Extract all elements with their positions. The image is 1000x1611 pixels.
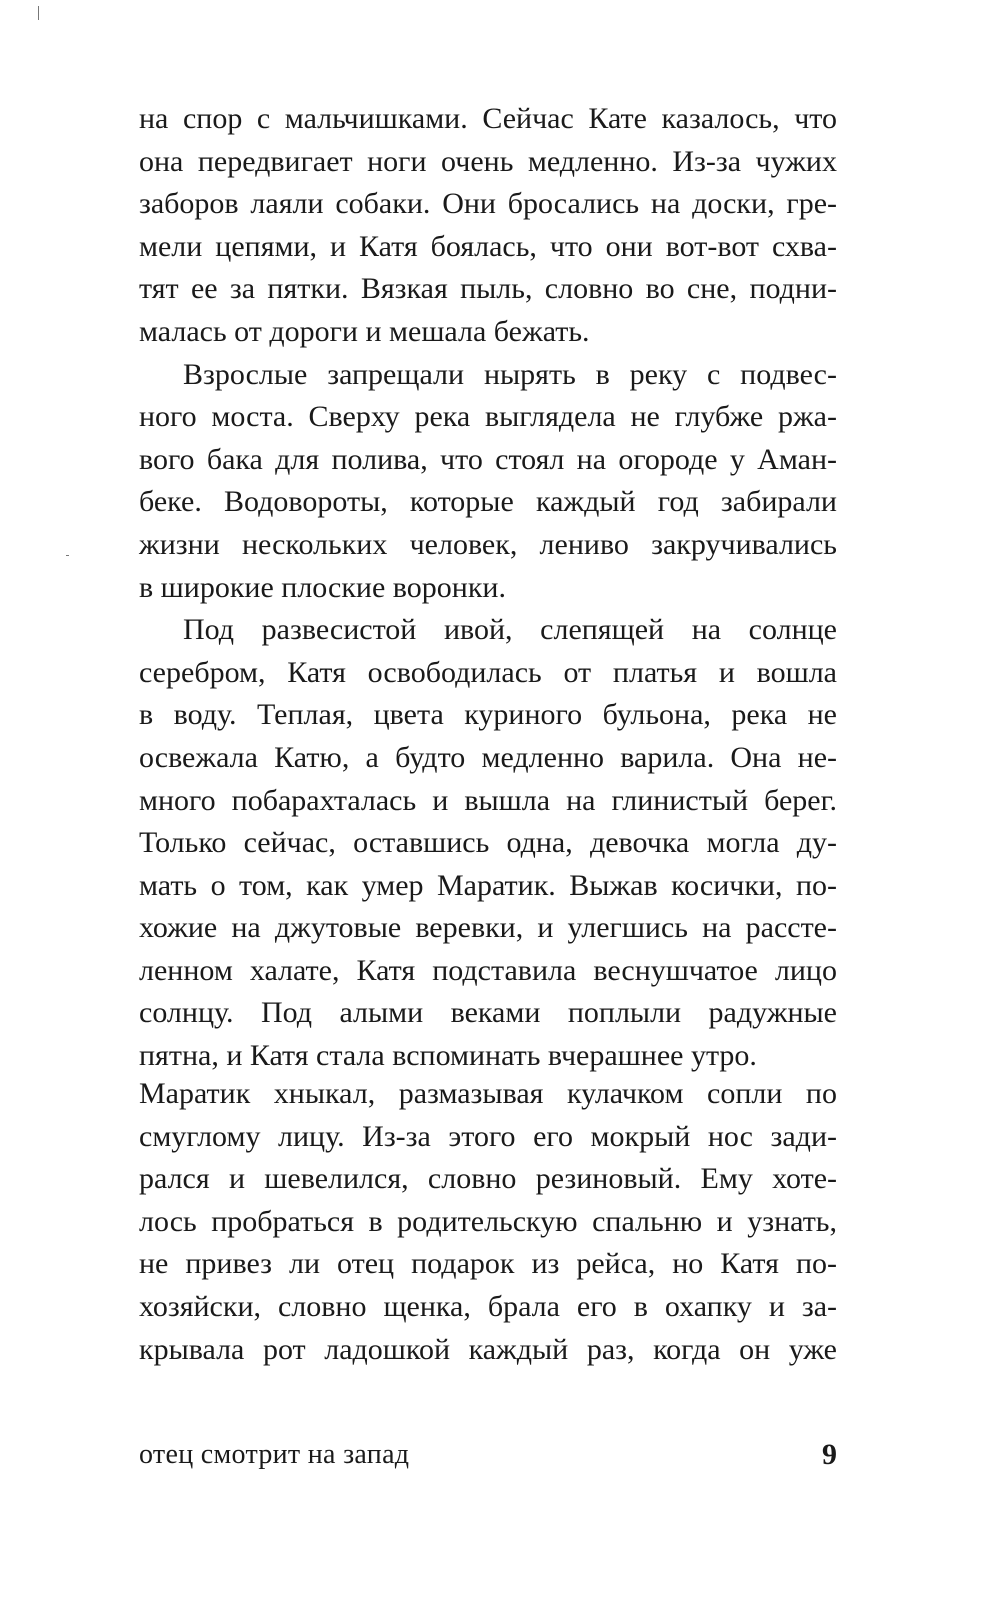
body-text-upper <box>139 98 837 1078</box>
text-line: Под развесистой ивой, слепящей на солнце <box>183 613 837 647</box>
text-line: Только сейчас, оставшись одна, девочка могла ду- <box>139 826 837 860</box>
running-title: отец смотрит на запад <box>139 1439 410 1470</box>
text-line: крывала рот ладошкой каждый раз, когда он уже <box>139 1332 837 1366</box>
scan-artifact <box>38 6 39 20</box>
text-line: на спор с мальчишками. Сейчас Кате казалось, что <box>139 102 837 135</box>
text-line: лось пробраться в родительскую спальню и узнать, <box>139 1204 837 1238</box>
text-line: мели цепями, и Катя боялась, что они вот-вот схва- <box>139 229 837 263</box>
page-number: 9 <box>822 1438 837 1471</box>
text-line: хожие на джутовые веревки, и улегшись на рассте- <box>139 911 837 945</box>
text-line: ленном халате, Катя подставила веснушчатое лицо <box>139 953 837 987</box>
text-line: много побарахталась и вышла на глинистый берег. <box>139 783 837 817</box>
text-line: солнцу. Под алыми веками поплыли радужные <box>139 996 837 1030</box>
text-line: в широкие плоские воронки. <box>139 570 506 604</box>
scan-artifact <box>66 555 69 556</box>
text-line: ного моста. Сверху река выглядела не глубже ржа- <box>139 400 837 434</box>
text-line: мать о том, как умер Маратик. Выжав косички, по- <box>139 868 837 902</box>
text-line: рался и шевелился, словно резиновый. Ему хоте- <box>139 1162 837 1196</box>
text-line: беке. Водовороты, которые каждый год забирали <box>139 485 837 519</box>
text-line: Взрослые запрещали нырять в реку с подвес- <box>183 357 837 391</box>
text-line: хозяйски, словно щенка, брала его в охапку и за- <box>139 1289 837 1323</box>
text-line: тят ее за пятки. Вязкая пыль, словно во сне, подни- <box>139 272 837 306</box>
text-line: вого бака для полива, что стоял на огороде у Аман- <box>139 442 837 476</box>
text-line: серебром, Катя освободилась от платья и вошла <box>139 655 837 689</box>
text-line: не привез ли отец подарок из рейса, но Катя по- <box>139 1247 837 1281</box>
body-text-lower <box>139 1073 837 1371</box>
text-line: жизни нескольких человек, лениво закручивались <box>139 527 837 561</box>
text-line: заборов лаяли собаки. Они бросались на доски, гре- <box>139 187 837 221</box>
text-line: она передвигает ноги очень медленно. Из-за чужих <box>139 144 837 178</box>
text-line: пятна, и Катя стала вспоминать вчерашнее утро. <box>139 1039 757 1073</box>
text-line: освежала Катю, а будто медленно варила. Она не- <box>139 740 837 774</box>
page-footer <box>139 1435 837 1475</box>
text-line: малась от дороги и мешала бежать. <box>139 314 590 348</box>
text-line: в воду. Теплая, цвета куриного бульона, река не <box>139 698 837 732</box>
text-line: Маратик хныкал, размазывая кулачком сопли по <box>139 1077 837 1110</box>
text-line: смуглому лицу. Из-за этого его мокрый нос зади- <box>139 1119 837 1153</box>
